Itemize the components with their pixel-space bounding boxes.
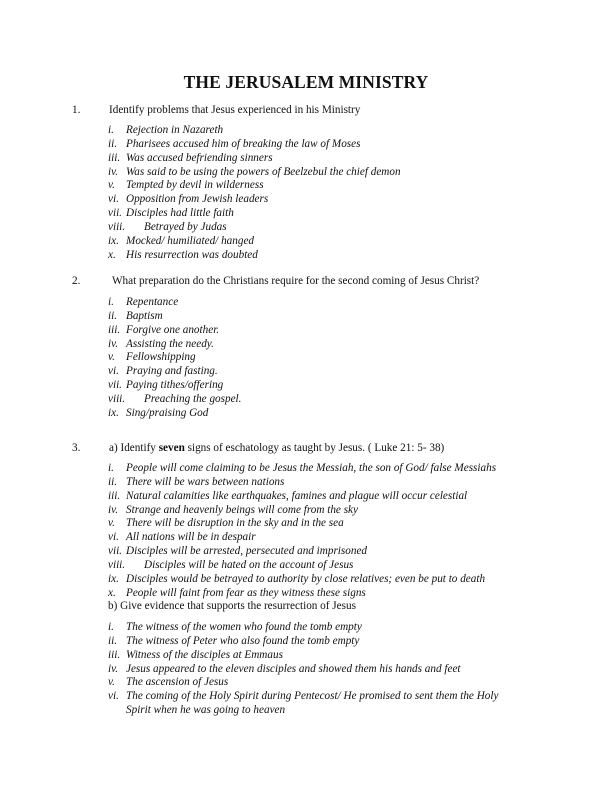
- roman-numeral: i.: [108, 621, 114, 633]
- roman-numeral: vi.: [108, 365, 119, 378]
- roman-numeral: viii.: [108, 558, 126, 571]
- question-number: 1.: [72, 104, 81, 116]
- answer-text: Jesus appeared to the eleven disciples and showed them his hands and feet: [126, 662, 461, 675]
- roman-numeral: iii.: [108, 489, 121, 502]
- roman-numeral: v.: [108, 179, 115, 192]
- roman-numeral: i.: [108, 462, 114, 474]
- roman-numeral: vii.: [108, 545, 122, 558]
- roman-numeral: v.: [108, 517, 115, 530]
- roman-numeral: ii.: [108, 475, 118, 488]
- roman-numeral: i.: [108, 124, 114, 136]
- answer-text: There will be disruption in the sky and in the sea: [126, 517, 344, 530]
- answer-text: Disciples will be arrested, persecuted and imprisoned: [126, 545, 368, 558]
- roman-numeral: v.: [108, 351, 115, 364]
- answer-text: Baptism: [126, 309, 163, 322]
- answer-text: Fellowshipping: [126, 351, 196, 364]
- answer-text: Betrayed by Judas: [144, 220, 227, 233]
- answer-text: There will be wars between nations: [126, 475, 285, 488]
- roman-numeral: iv.: [108, 662, 119, 675]
- roman-numeral: v.: [108, 676, 115, 689]
- answer-text: Sing/praising God: [126, 406, 209, 419]
- roman-numeral: ii.: [108, 634, 118, 647]
- answer-text: Repentance: [126, 296, 179, 308]
- question-text-part-b: b) Give evidence that supports the resurrection of Jesus: [108, 600, 356, 612]
- roman-numeral: iii.: [108, 151, 121, 164]
- answer-text: People will faint from fear as they witness these signs: [126, 586, 366, 599]
- answer-text: Disciples would be betrayed to authority by close relatives; even be put to death: [126, 572, 486, 585]
- question-number: 3.: [72, 442, 81, 454]
- question-text: What preparation do the Christians require for the second coming of Jesus Christ?: [112, 275, 480, 287]
- roman-numeral: iii.: [108, 323, 121, 336]
- answer-text: Was accused befriending sinners: [126, 151, 273, 164]
- answer-text: Disciples had little faith: [126, 207, 234, 220]
- roman-numeral: vii.: [108, 379, 122, 392]
- roman-numeral: viii.: [108, 392, 126, 405]
- roman-numeral: iv.: [108, 337, 119, 350]
- roman-numeral: iv.: [108, 503, 119, 516]
- question-text-prefix: a) Identify: [109, 442, 159, 454]
- answer-text: The ascension of Jesus: [126, 676, 229, 689]
- answer-text: Forgive one another.: [126, 323, 220, 336]
- answer-text: Rejection in Nazareth: [126, 124, 224, 136]
- answer-text: Tempted by devil in wilderness: [126, 179, 264, 192]
- answer-text: His resurrection was doubted: [126, 248, 258, 261]
- roman-numeral: iv.: [108, 165, 119, 178]
- answer-text: The witness of Peter who also found the tomb empty: [126, 634, 360, 647]
- roman-numeral: ix.: [108, 572, 119, 585]
- page-title: THE JERUSALEM MINISTRY: [183, 72, 429, 92]
- answer-text: The coming of the Holy Spirit during Pentecost/ He promised to sent them the Holy Spirit when he was going to heaven: [126, 690, 499, 717]
- roman-numeral: iii.: [108, 648, 121, 661]
- answer-text: All nations will be in despair: [126, 531, 256, 544]
- question-text: Identify problems that Jesus experienced in his Ministry: [109, 104, 361, 116]
- answer-text: Preaching the gospel.: [144, 392, 242, 405]
- roman-numeral: ii.: [108, 137, 118, 150]
- roman-numeral: vi.: [108, 193, 119, 206]
- answer-text: Witness of the disciples at Emmaus: [126, 648, 283, 661]
- answer-text: Opposition from Jewish leaders: [126, 193, 269, 206]
- roman-numeral: ix.: [108, 406, 119, 419]
- roman-numeral: ii.: [108, 309, 118, 322]
- roman-numeral: vi.: [108, 690, 119, 703]
- answer-text: Mocked/ humiliated/ hanged: [126, 234, 255, 247]
- roman-numeral: vi.: [108, 531, 119, 544]
- answer-text: Was said to be using the powers of Beelzebul the chief demon: [126, 165, 401, 178]
- answer-text: Paying tithes/offering: [126, 379, 224, 392]
- question-text-bold: seven: [158, 442, 185, 454]
- answer-text: Strange and heavenly beings will come from the sky: [126, 503, 358, 516]
- answer-text: Praying and fasting.: [126, 365, 218, 378]
- question-text-part-a: [109, 442, 444, 456]
- roman-numeral: i.: [108, 296, 114, 308]
- question-text-suffix: signs of eschatology as taught by Jesus. ( Luke 21: 5- 38): [184, 442, 445, 454]
- roman-numeral: vii.: [108, 207, 122, 220]
- answer-text: The witness of the women who found the tomb empty: [126, 621, 362, 633]
- question-number: 2.: [72, 275, 81, 287]
- answer-text: Natural calamities like earthquakes, famines and plague will occur celestial: [126, 489, 468, 502]
- answer-text: Disciples will be hated on the account of Jesus: [144, 558, 354, 571]
- answer-text: Assisting the needy.: [126, 337, 214, 350]
- answer-text: People will come claiming to be Jesus the Messiah, the son of God/ false Messiahs: [126, 462, 497, 474]
- answer-text: Pharisees accused him of breaking the law of Moses: [126, 137, 361, 150]
- roman-numeral: viii.: [108, 220, 126, 233]
- roman-numeral: x.: [108, 248, 116, 261]
- roman-numeral: x.: [108, 586, 116, 599]
- roman-numeral: ix.: [108, 234, 119, 247]
